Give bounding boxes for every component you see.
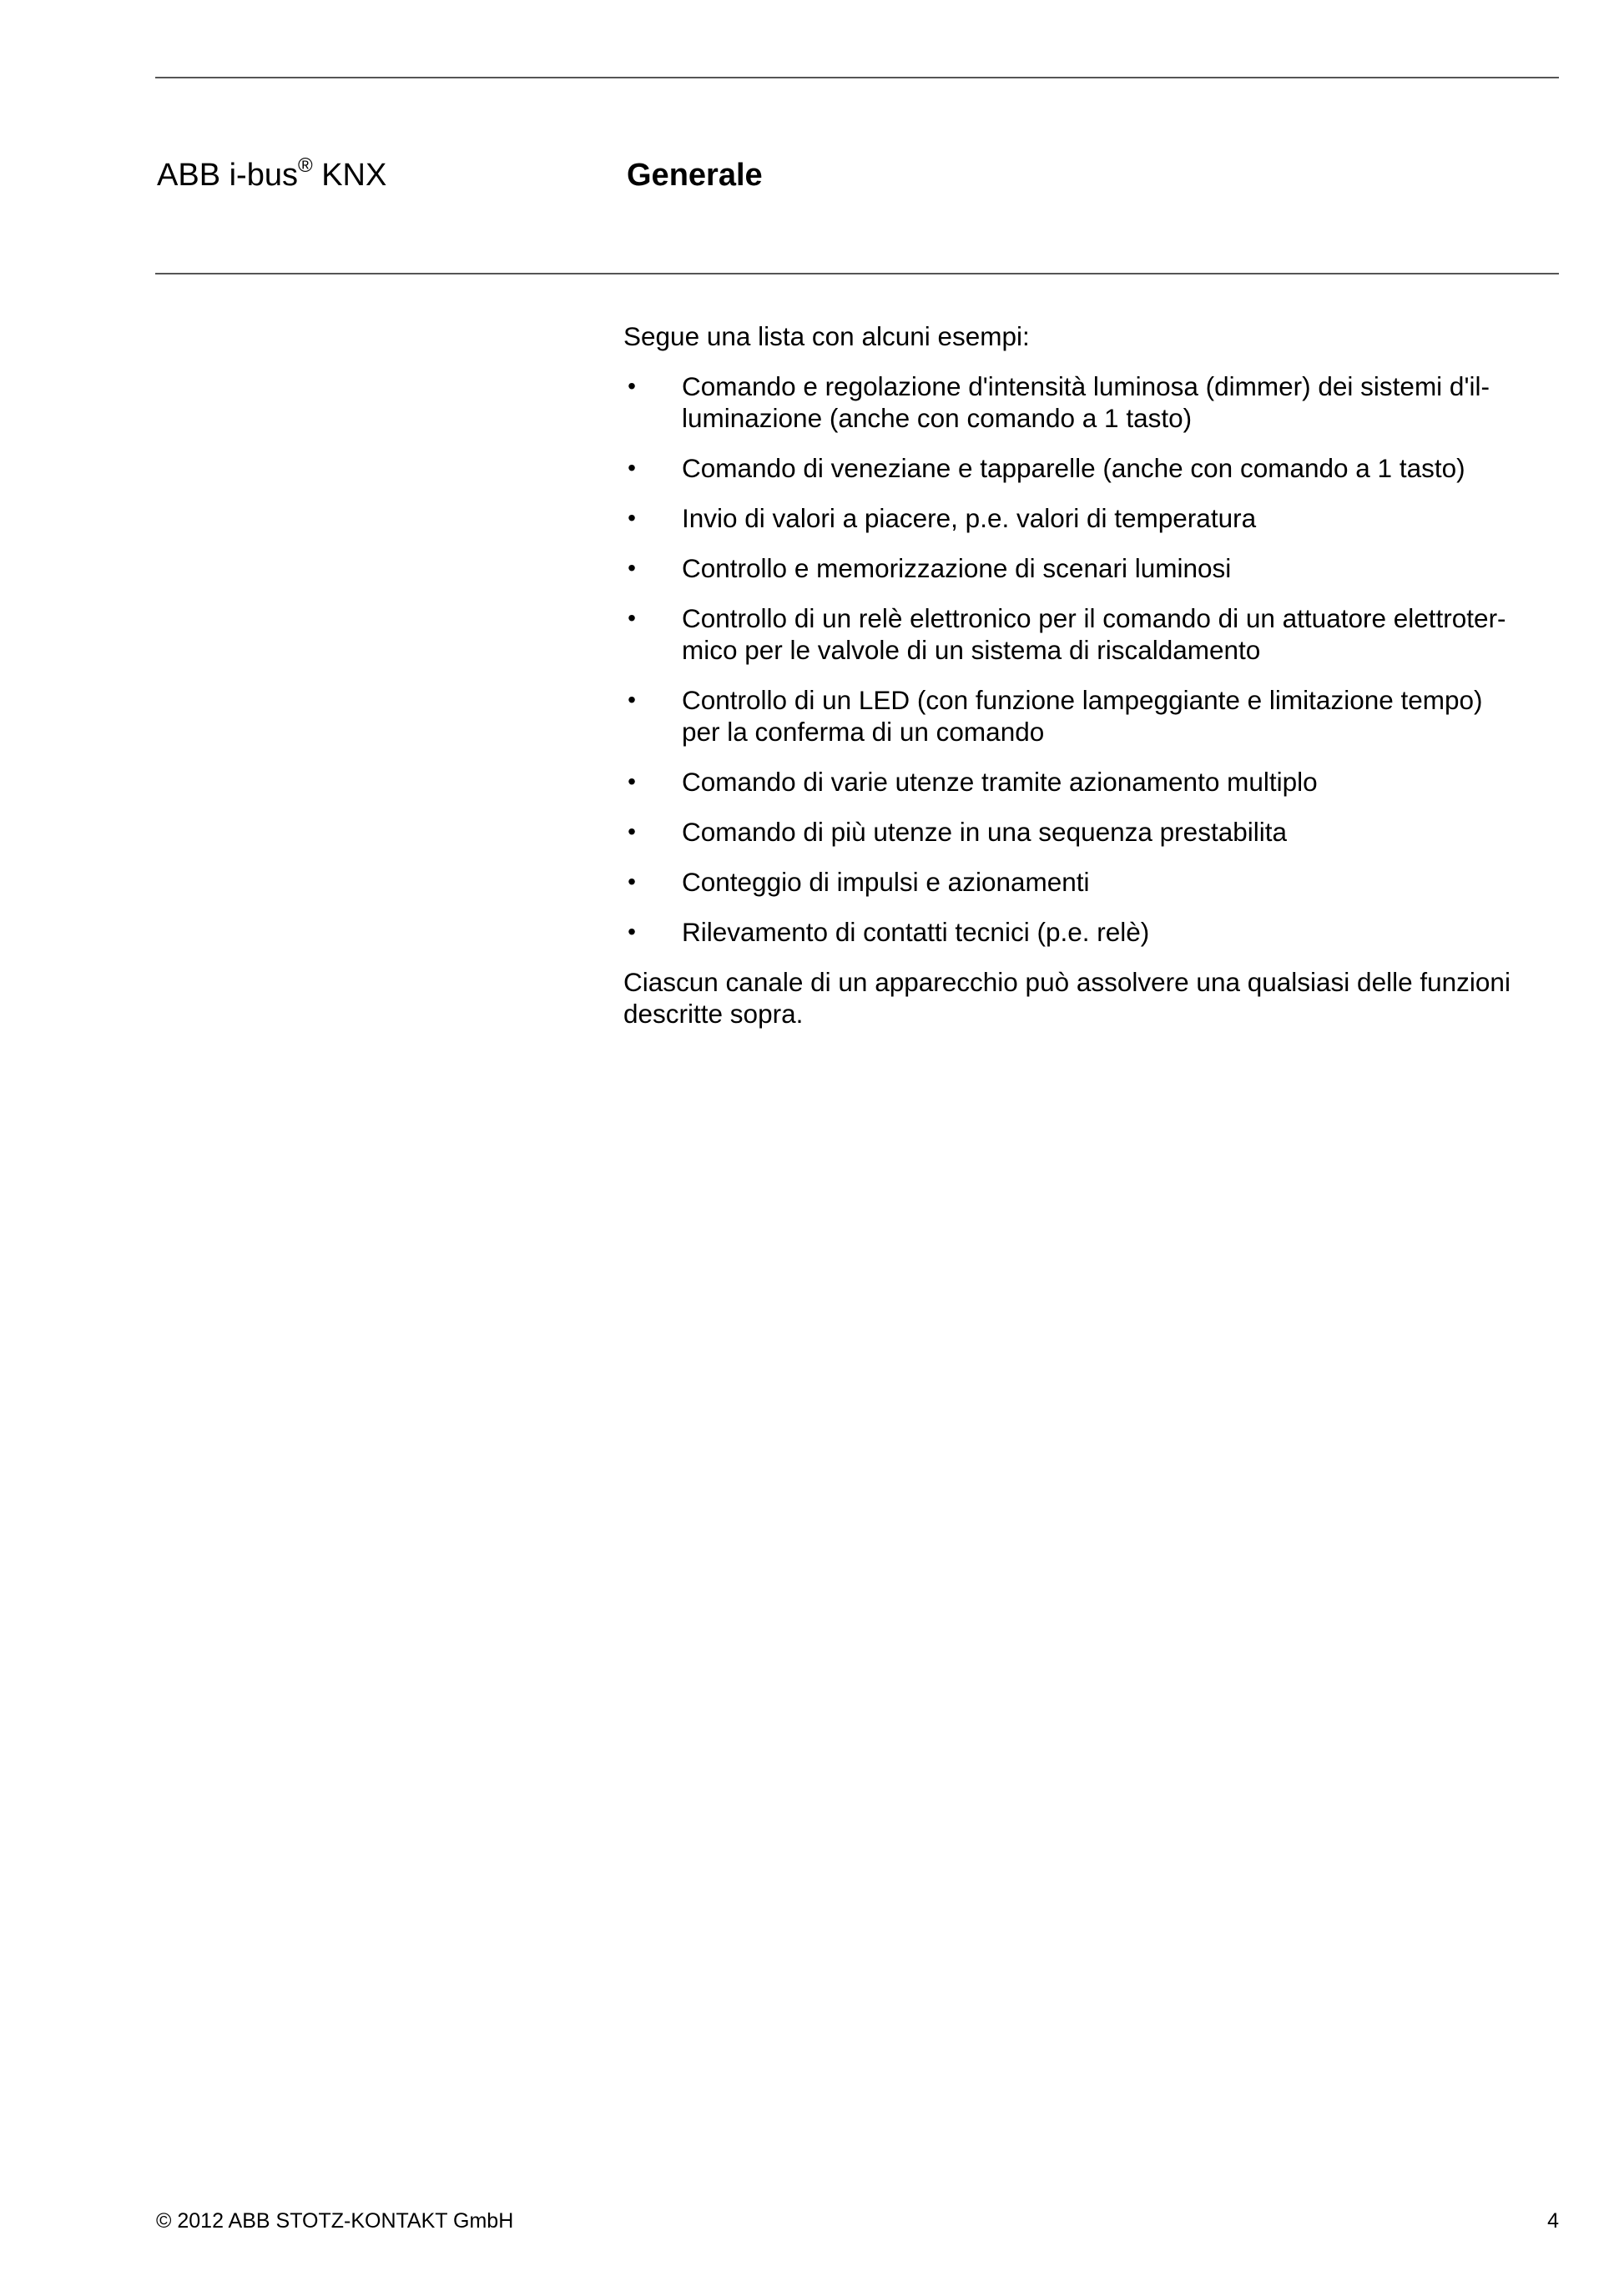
list-item-text: Controllo e memorizzazione di scenari luminosi <box>682 553 1232 583</box>
bullet-icon: • <box>628 687 636 712</box>
list-item-text: Comando di varie utenze tramite azionamento multiplo <box>682 767 1318 797</box>
brand-name <box>157 155 386 195</box>
examples-list <box>623 370 1562 948</box>
list-item <box>623 684 1562 748</box>
list-item-text: Comando di veneziane e tapparelle (anche con comando a 1 tasto) <box>682 453 1465 483</box>
list-item <box>623 452 1562 484</box>
bullet-icon: • <box>628 555 636 581</box>
list-item <box>623 766 1562 798</box>
list-item-text: Controllo di un LED (con funzione lampeggiante e limitazione tempo) per la conferma di un comando <box>682 685 1483 747</box>
body-content <box>623 320 1562 1030</box>
section-title: Generale <box>627 158 763 193</box>
list-item-text: Comando e regolazione d'intensità luminosa (dimmer) dei sistemi d'il- luminazione (anche con comando a 1 tasto) <box>682 371 1490 433</box>
bullet-icon: • <box>628 919 636 944</box>
top-rule <box>155 77 1559 78</box>
header-rule <box>155 273 1559 274</box>
list-item <box>623 916 1562 948</box>
intro-text: Segue una lista con alcuni esempi: <box>623 321 1030 351</box>
bullet-icon: • <box>628 505 636 531</box>
bullet-icon: • <box>628 869 636 894</box>
brand-suffix: KNX <box>312 158 387 193</box>
page-number: 4 <box>1547 2209 1559 2233</box>
list-item <box>623 602 1562 666</box>
bullet-icon: • <box>628 818 636 844</box>
list-item <box>623 370 1562 434</box>
list-item <box>623 502 1562 534</box>
list-item-text: Invio di valori a piacere, p.e. valori di temperatura <box>682 503 1257 533</box>
list-item <box>623 552 1562 584</box>
bullet-icon: • <box>628 605 636 631</box>
list-item <box>623 816 1562 848</box>
bullet-icon: • <box>628 455 636 481</box>
outro-text: Ciascun canale di un apparecchio può assolvere una qualsiasi delle funzioni descritte sopra. <box>623 967 1511 1029</box>
registered-mark: ® <box>297 154 313 177</box>
bullet-icon: • <box>628 768 636 794</box>
footer-copyright: © 2012 ABB STOTZ-KONTAKT GmbH <box>156 2209 514 2233</box>
brand-prefix: ABB i-bus <box>157 158 298 193</box>
bullet-icon: • <box>628 373 636 399</box>
list-item-text: Comando di più utenze in una sequenza prestabilita <box>682 817 1287 847</box>
list-item <box>623 866 1562 898</box>
list-item-text: Controllo di un relè elettronico per il comando di un attuatore elettroter- mico per le valvole di un sistema di riscaldamento <box>682 603 1506 665</box>
list-item-text: Rilevamento di contatti tecnici (p.e. relè) <box>682 917 1150 947</box>
list-item-text: Conteggio di impulsi e azionamenti <box>682 867 1090 897</box>
